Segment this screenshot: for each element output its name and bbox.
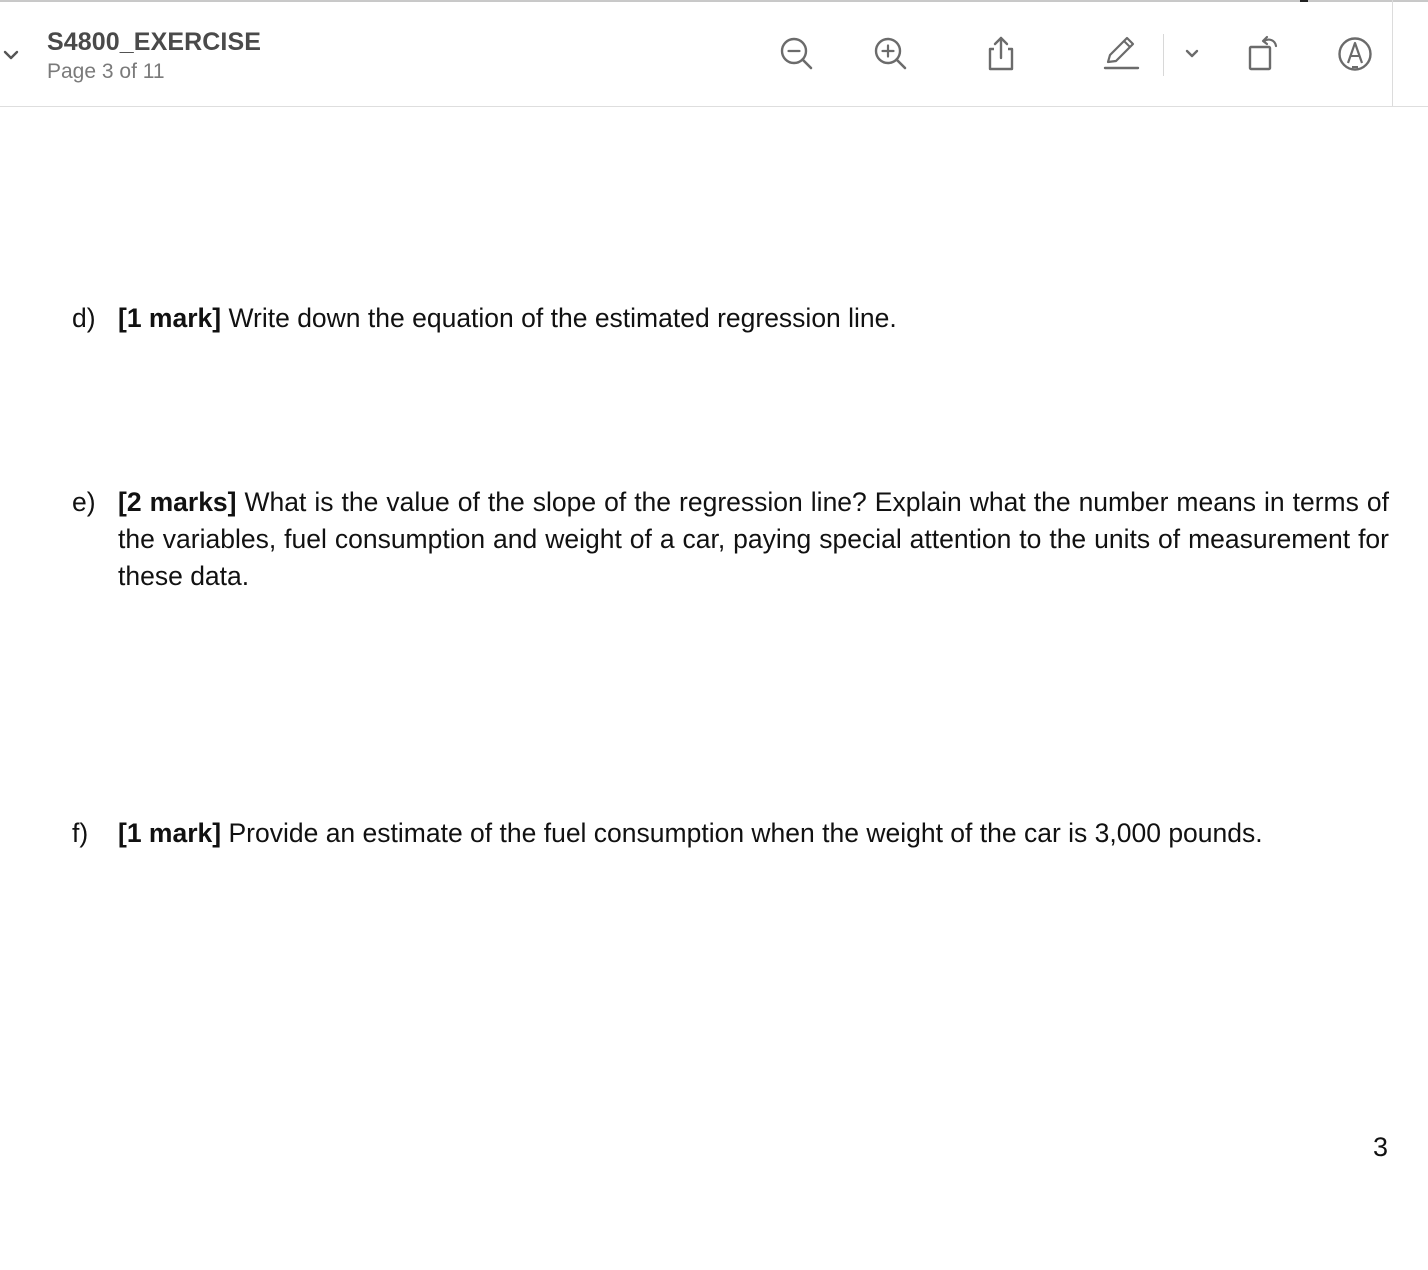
question-body <box>118 300 1390 337</box>
page-number: 3 <box>1373 1132 1389 1162</box>
share-icon <box>980 34 1020 74</box>
page-indicator: Page 3 of 11 <box>47 60 165 83</box>
question-marks: [1 mark] <box>118 818 222 848</box>
question-marks: [2 marks] <box>118 487 237 517</box>
question-body <box>118 815 1392 852</box>
question-e <box>72 484 1392 599</box>
question-text: Write down the equation of the estimated regression line. <box>228 303 897 333</box>
question-letter: f) <box>72 818 89 848</box>
zoom-out-icon <box>777 34 817 74</box>
share-button[interactable] <box>978 32 1022 76</box>
toolbar <box>0 2 1428 107</box>
markup-pen-icon <box>1100 34 1140 74</box>
zoom-out-button[interactable] <box>775 32 819 76</box>
question-body <box>118 484 1389 595</box>
question-letter: d) <box>72 303 96 333</box>
window-edge <box>1392 0 1393 106</box>
markup-options-button[interactable] <box>1170 32 1214 76</box>
rotate-button[interactable] <box>1240 32 1284 76</box>
document-title: S4800_EXERCISE <box>47 28 262 56</box>
toolbar-separator <box>1163 34 1164 76</box>
zoom-in-icon <box>871 34 911 74</box>
question-f <box>72 815 1392 855</box>
document-page <box>0 107 1428 1270</box>
markup-button[interactable] <box>1098 32 1142 76</box>
question-letter: e) <box>72 487 96 517</box>
question-marks: [1 mark] <box>118 303 222 333</box>
question-text: What is the value of the slope of the regression line? Explain what the number means in terms of the variables, fuel consumption and weight of a car, paying special attention to the units of measurement for these data. <box>118 487 1389 591</box>
rotate-icon <box>1242 34 1282 74</box>
sidebar-chevron-icon[interactable] <box>2 46 20 64</box>
question-d <box>72 300 1392 340</box>
chevron-down-icon <box>1182 44 1202 64</box>
zoom-in-button[interactable] <box>869 32 913 76</box>
question-text: Provide an estimate of the fuel consumption when the weight of the car is 3,000 pounds. <box>228 818 1263 848</box>
annotate-icon <box>1335 34 1375 74</box>
annotate-button[interactable] <box>1333 32 1377 76</box>
